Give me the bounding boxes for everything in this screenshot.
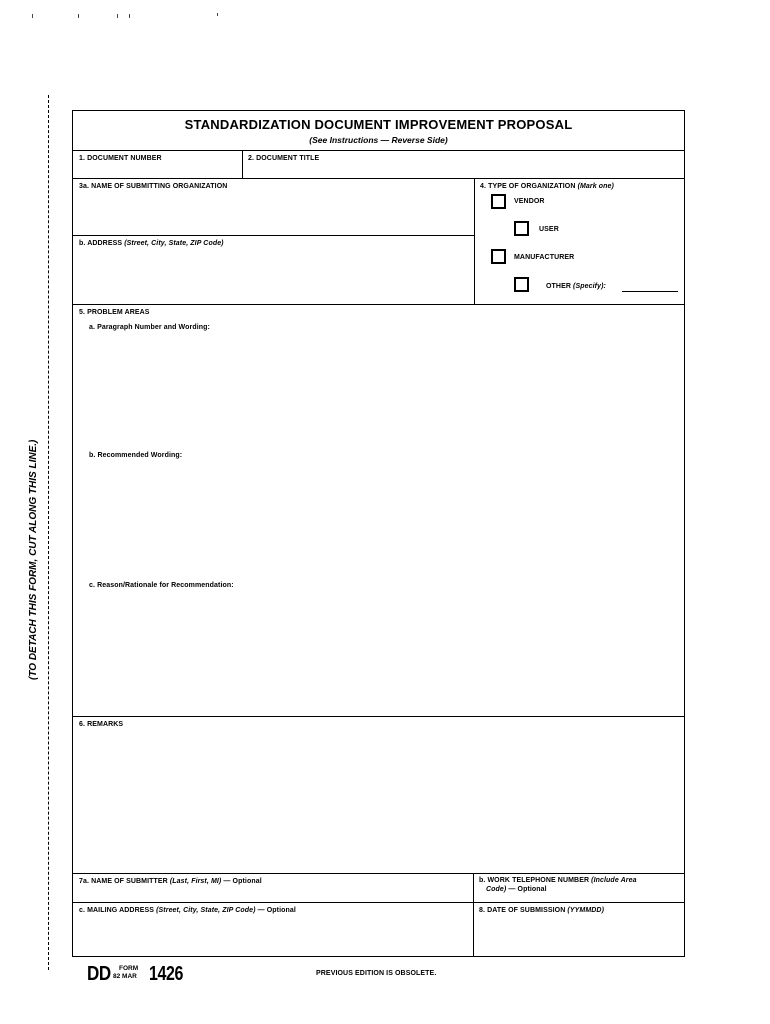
form-title: STANDARDIZATION DOCUMENT IMPROVEMENT PROPOSAL bbox=[184, 117, 573, 132]
cut-instruction: (TO DETACH THIS FORM, CUT ALONG THIS LINE.) bbox=[28, 439, 39, 680]
rule bbox=[73, 304, 684, 305]
rule bbox=[73, 902, 684, 903]
date-submission-field[interactable] bbox=[476, 918, 683, 955]
doc-title-field[interactable] bbox=[244, 164, 682, 177]
reason-label: c. Reason/Rationale for Recommendation: bbox=[89, 582, 234, 589]
address-label: b. ADDRESS (Street, City, State, ZIP Code) bbox=[79, 240, 224, 247]
org-type-label: 4. TYPE OF ORGANIZATION (Mark one) bbox=[480, 183, 614, 190]
rule bbox=[73, 235, 474, 236]
org-name-field[interactable] bbox=[74, 194, 472, 234]
submitter-label: 7a. NAME OF SUBMITTER (Last, First, MI) — Optional bbox=[79, 878, 262, 885]
para-number-field[interactable] bbox=[74, 336, 683, 448]
scan-mark bbox=[32, 14, 33, 18]
vendor-label: VENDOR bbox=[514, 198, 545, 205]
mailing-address-field[interactable] bbox=[74, 918, 471, 955]
para-number-label: a. Paragraph Number and Wording: bbox=[89, 324, 210, 331]
reason-field[interactable] bbox=[74, 594, 683, 714]
doc-number-label: 1. DOCUMENT NUMBER bbox=[79, 155, 162, 162]
phone-label: b. WORK TELEPHONE NUMBER (Include Area bbox=[479, 877, 637, 884]
date-submission-label: 8. DATE OF SUBMISSION (YYMMDD) bbox=[479, 907, 604, 914]
scan-mark bbox=[117, 14, 118, 18]
other-checkbox[interactable] bbox=[514, 277, 529, 292]
mailing-address-label: c. MAILING ADDRESS (Street, City, State, ZIP Code) — Optional bbox=[79, 907, 296, 914]
rule bbox=[73, 150, 684, 151]
user-checkbox[interactable] bbox=[514, 221, 529, 236]
rule bbox=[73, 716, 684, 717]
rule bbox=[73, 873, 684, 874]
rule bbox=[473, 873, 474, 957]
footer-obsolete-note: PREVIOUS EDITION IS OBSOLETE. bbox=[316, 970, 437, 977]
rule bbox=[242, 150, 243, 178]
remarks-label: 6. REMARKS bbox=[79, 721, 124, 728]
footer-date-code: 82 MAR bbox=[113, 973, 137, 980]
manufacturer-label: MANUFACTURER bbox=[514, 254, 575, 261]
footer-dd: DD bbox=[87, 963, 111, 985]
submitter-field[interactable] bbox=[74, 888, 471, 901]
scan-mark bbox=[217, 13, 218, 16]
rule bbox=[73, 178, 684, 179]
footer-form-number: 1426 bbox=[149, 963, 183, 985]
form-subtitle: (See Instructions — Reverse Side) bbox=[309, 135, 448, 145]
other-label: OTHER (Specify): bbox=[546, 283, 606, 290]
org-name-label: 3a. NAME OF SUBMITTING ORGANIZATION bbox=[79, 183, 228, 190]
scan-mark bbox=[129, 14, 130, 18]
scan-mark bbox=[78, 14, 79, 18]
cut-line bbox=[48, 95, 49, 970]
rule bbox=[474, 178, 475, 304]
problem-areas-label: 5. PROBLEM AREAS bbox=[79, 309, 150, 316]
manufacturer-checkbox[interactable] bbox=[491, 249, 506, 264]
doc-number-field[interactable] bbox=[74, 164, 240, 177]
footer-form-word: FORM bbox=[119, 965, 139, 972]
recommended-field[interactable] bbox=[74, 464, 683, 576]
other-specify-field[interactable] bbox=[622, 291, 678, 292]
address-field[interactable] bbox=[74, 251, 472, 303]
remarks-field[interactable] bbox=[74, 733, 683, 871]
user-label: USER bbox=[539, 226, 559, 233]
doc-title-label: 2. DOCUMENT TITLE bbox=[248, 155, 320, 162]
vendor-checkbox[interactable] bbox=[491, 194, 506, 209]
phone-label-line2: Code) — Optional bbox=[486, 886, 547, 893]
recommended-label: b. Recommended Wording: bbox=[89, 452, 183, 459]
